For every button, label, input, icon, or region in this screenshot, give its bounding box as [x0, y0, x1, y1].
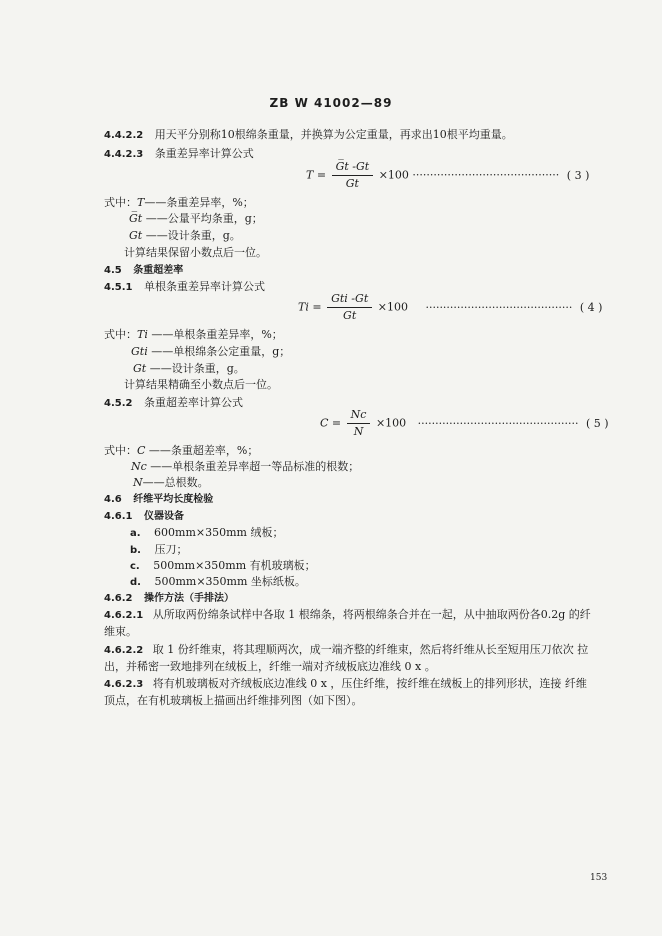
- clause-4-6-2: [104, 591, 234, 606]
- definition: ——设计条重，g。: [146, 362, 245, 375]
- definition: ——条重差异率，%；: [144, 196, 254, 209]
- clause-text: 取 1 份纤维束，将其理顺两次，成一端齐整的纤维束，然后将纤维从长至短用压刀依次 拉: [152, 643, 589, 656]
- formula-lhs: C =: [320, 416, 342, 430]
- clause-number: 4.4.2.2: [104, 130, 144, 141]
- clause-number: 4.5.2: [104, 398, 133, 409]
- definition: ——单根条重差异率，%；: [147, 328, 283, 341]
- symbol: T: [137, 196, 145, 209]
- where-label: 式中：: [104, 444, 137, 457]
- equipment-item-b: [130, 543, 187, 558]
- clause-4-4-2-3: [104, 147, 254, 162]
- def5-line3: [133, 476, 209, 490]
- equipment-item-d: [130, 575, 306, 590]
- clause-number: 4.6.2.3: [104, 679, 144, 690]
- definition: ——条重超差率，%；: [145, 444, 259, 457]
- symbol: Ti: [137, 328, 148, 341]
- definition: ——公量平均条重，g；: [142, 212, 263, 225]
- formula-4: [298, 292, 602, 323]
- formula-rhs: ×100: [377, 300, 408, 314]
- section-title: 条重超差率: [133, 265, 184, 276]
- item-text: 压刀；: [154, 543, 188, 556]
- def4-line1: [104, 328, 283, 342]
- clause-4-6-2-1: [104, 608, 591, 623]
- equipment-item-c: [130, 559, 316, 574]
- clause-4-5-2: [104, 396, 243, 411]
- clause-text: 条重差异率计算公式: [154, 147, 254, 160]
- clause-text: 从所取两份绵条试样中各取 1 根绵条，将两根绵条合并在一起，从中抽取两份各0.2g 的纤: [152, 608, 591, 621]
- formula-leader-dots: ··········································: [425, 300, 573, 314]
- numerator-a: Gti: [331, 292, 348, 305]
- clause-text: 将有机玻璃板对齐绒板底边准线 0 x ，压住纤维，按纤维在绒板上的排列形状，连接 纤维: [152, 677, 587, 690]
- definition: ——单根条重差异率超一等品标准的根数；: [146, 460, 360, 473]
- clause-4-6-2-3: [104, 677, 587, 692]
- item-key: b.: [130, 545, 141, 556]
- formula-number: ( 4 ): [579, 300, 603, 314]
- formula-leader-dots: ··············································: [417, 416, 579, 430]
- formula-5: [320, 408, 609, 439]
- formula-3: [306, 160, 589, 191]
- clause-number: 4.6.2.2: [104, 645, 144, 656]
- symbol: Gt: [133, 362, 147, 375]
- clause-number: 4.6.2.1: [104, 610, 144, 621]
- clause-text: 单根条重差异率计算公式: [143, 280, 265, 293]
- def3-line1: [104, 196, 254, 210]
- clause-4-6-2-2-cont: 出，并稀密一致地排列在绒板上，纤维一端对齐绒板底边准线 0 x 。: [104, 660, 436, 673]
- numerator-b: -Gt: [348, 160, 370, 173]
- definition: ——设计条重，g。: [142, 229, 241, 242]
- section-4-5: [104, 263, 183, 278]
- clause-4-5-1: [104, 280, 265, 295]
- section-number: 4.5: [104, 265, 122, 276]
- document-header: ZB W 41002—89: [269, 96, 393, 110]
- formula-leader-dots: ··········································: [412, 168, 560, 182]
- def4-line3: [133, 362, 245, 376]
- formula-lhs: Ti =: [298, 300, 322, 314]
- clause-number: 4.6.1: [104, 511, 133, 522]
- clause-text: 用天平分别称10根绵条重量，并换算为公定重量，再求出10根平均重量。: [154, 128, 513, 141]
- numerator-a: Nc: [350, 408, 367, 421]
- item-text: 500mm×350mm 坐标纸板。: [154, 575, 306, 588]
- symbol: Gti: [131, 345, 148, 358]
- formula-number: ( 3 ): [566, 168, 590, 182]
- item-key: a.: [130, 528, 141, 539]
- formula-fraction: [327, 292, 372, 323]
- formula-fraction: [347, 408, 371, 439]
- formula-number: ( 5 ): [586, 416, 609, 430]
- def4-note: 计算结果精确至小数点后一位。: [124, 378, 278, 391]
- def3-line2: [129, 212, 263, 226]
- formula-lhs: T =: [306, 168, 327, 182]
- symbol: Nc: [131, 460, 147, 473]
- def3-line3: [129, 229, 241, 243]
- formula-fraction: [332, 160, 374, 191]
- denominator: Gt: [343, 309, 357, 322]
- where-label: 式中：: [104, 196, 137, 209]
- clause-4-6-2-1-cont: 维束。: [104, 625, 137, 638]
- clause-number: 4.4.2.3: [104, 149, 144, 160]
- def3-note: 计算结果保留小数点后一位。: [124, 246, 267, 259]
- clause-4-6-2-2: [104, 643, 588, 658]
- numerator-a: G̅t: [335, 160, 349, 173]
- clause-number: 4.6.2: [104, 593, 133, 604]
- symbol: N: [133, 476, 143, 489]
- item-key: c.: [130, 561, 140, 572]
- clause-text: 条重超差率计算公式: [143, 396, 243, 409]
- def5-line2: [131, 460, 359, 474]
- numerator-b: -Gt: [347, 292, 369, 305]
- section-4-6: [104, 492, 213, 507]
- clause-4-4-2-2: [104, 128, 513, 143]
- clause-text: 仪器设备: [143, 511, 184, 522]
- clause-number: 4.5.1: [104, 282, 133, 293]
- symbol: G̅t: [129, 212, 143, 225]
- def5-line1: [104, 444, 258, 458]
- section-title: 纤维平均长度检验: [133, 494, 214, 505]
- clause-4-6-1: [104, 509, 184, 524]
- def4-line2: [131, 345, 290, 359]
- equipment-item-a: [130, 526, 283, 541]
- denominator: N: [353, 425, 364, 438]
- page-number: 153: [590, 873, 608, 883]
- formula-rhs: ×100: [375, 416, 407, 430]
- section-number: 4.6: [104, 494, 122, 505]
- symbol: Gt: [129, 229, 143, 242]
- symbol: C: [137, 444, 146, 457]
- item-key: d.: [130, 577, 141, 588]
- where-label: 式中：: [104, 328, 137, 341]
- item-text: 600mm×350mm 绒板；: [154, 526, 284, 539]
- item-text: 500mm×350mm 有机玻璃板；: [153, 559, 316, 572]
- denominator: Gt: [345, 177, 359, 190]
- formula-rhs: ×100: [378, 168, 409, 182]
- clause-text: 操作方法（手排法）: [143, 593, 234, 604]
- definition: ——总根数。: [142, 476, 209, 489]
- clause-4-6-2-3-cont: 顶点，在有机玻璃板上描画出纤维排列图（如下图）。: [104, 694, 363, 707]
- definition: ——单根绵条公定重量，g；: [147, 345, 291, 358]
